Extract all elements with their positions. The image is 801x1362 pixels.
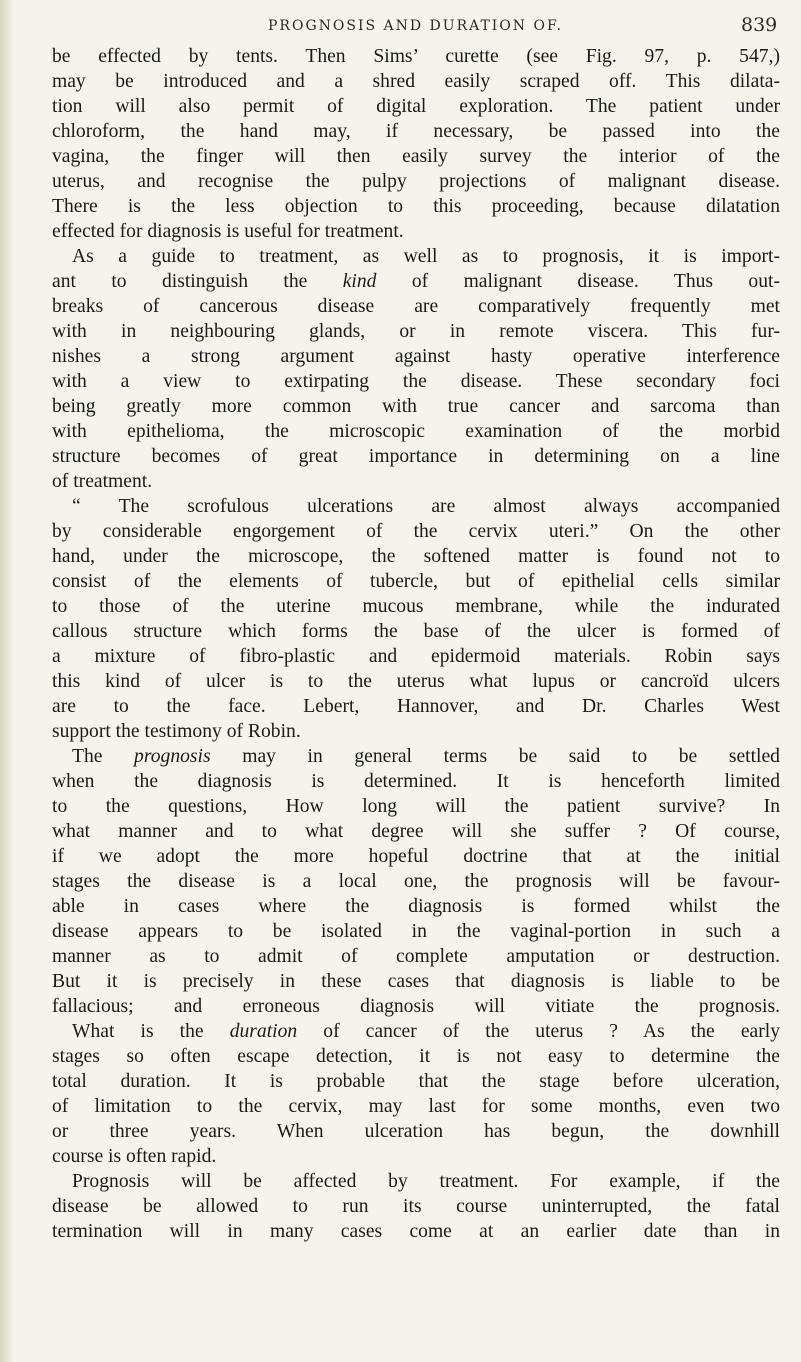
running-title: PROGNOSIS AND DURATION OF.	[268, 18, 563, 34]
text-line: uterus, and recognise the pulpy projections of malignant disease.	[52, 171, 780, 192]
text-line: be effected by tents. Then Sims’ curette (see Fig. 97, p. 547,)	[52, 46, 780, 67]
paragraph-start-line: Prognosis will be affected by treatment. For example, if the	[72, 1171, 780, 1192]
text-line: total duration. It is probable that the stage before ulceration,	[52, 1071, 780, 1092]
text-line: what manner and to what degree will she suffer ? Of course,	[52, 821, 780, 842]
text-line: with epithelioma, the microscopic examination of the morbid	[52, 421, 780, 442]
emphasis: duration	[229, 1021, 298, 1042]
text-line: of limitation to the cervix, may last for some months, even two	[52, 1096, 780, 1117]
text-line: a mixture of fibro-plastic and epidermoid materials. Robin says	[52, 646, 780, 667]
page-number: 839	[741, 14, 778, 36]
paragraph-start-line: As a guide to treatment, as well as to prognosis, it is import-	[72, 246, 780, 267]
text-line: able in cases where the diagnosis is formed whilst the	[52, 896, 780, 917]
text-line: effected for diagnosis is useful for treatment.	[52, 221, 404, 242]
text-line: breaks of cancerous disease are comparatively frequently met	[52, 296, 780, 317]
text-line: with in neighbouring glands, or in remote viscera. This fur-	[52, 321, 780, 342]
text-line: termination will in many cases come at an earlier date than in	[52, 1221, 780, 1242]
emphasis: prognosis	[134, 746, 211, 767]
text-line: vagina, the finger will then easily survey the interior of the	[52, 146, 780, 167]
text-line: There is the less objection to this proceeding, because dilatation	[52, 196, 780, 217]
paragraph-start-line: What is the duration of cancer of the uterus ? As the early	[72, 1021, 780, 1042]
text-line: stages so often escape detection, it is not easy to determine the	[52, 1046, 780, 1067]
text-line: by considerable engorgement of the cervix uteri.” On the other	[52, 521, 780, 542]
text-line: may be introduced and a shred easily scraped off. This dilata-	[52, 71, 780, 92]
paragraph-start-line: “ The scrofulous ulcerations are almost always accompanied	[72, 496, 780, 517]
text-line: consist of the elements of tubercle, but of epithelial cells similar	[52, 571, 780, 592]
text-line: chloroform, the hand may, if necessary, be passed into the	[52, 121, 780, 142]
text-line: fallacious; and erroneous diagnosis will vitiate the prognosis.	[52, 996, 780, 1017]
text-line: disease appears to be isolated in the vaginal-portion in such a	[52, 921, 780, 942]
text-line: nishes a strong argument against hasty operative interference	[52, 346, 780, 367]
page-gutter-shadow	[0, 0, 14, 1362]
text-line: with a view to extirpating the disease. These secondary foci	[52, 371, 780, 392]
text-line: manner as to admit of complete amputation or destruction.	[52, 946, 780, 967]
text-line: or three years. When ulceration has begun, the downhill	[52, 1121, 780, 1142]
text-line: disease be allowed to run its course uninterrupted, the fatal	[52, 1196, 780, 1217]
body-text	[52, 44, 780, 1244]
text-line: to the questions, How long will the patient survive? In	[52, 796, 780, 817]
text-line: structure becomes of great importance in determining on a line	[52, 446, 780, 467]
text-line: to those of the uterine mucous membrane, while the indurated	[52, 596, 780, 617]
emphasis: kind	[342, 271, 377, 292]
text-line: support the testimony of Robin.	[52, 721, 301, 742]
text-line: being greatly more common with true cancer and sarcoma than	[52, 396, 780, 417]
text-line: this kind of ulcer is to the uterus what lupus or cancroïd ulcers	[52, 671, 780, 692]
text-line: But it is precisely in these cases that diagnosis is liable to be	[52, 971, 780, 992]
text-line: if we adopt the more hopeful doctrine that at the initial	[52, 846, 780, 867]
text-line: callous structure which forms the base of the ulcer is formed of	[52, 621, 780, 642]
text-line: of treatment.	[52, 471, 153, 492]
text-line: tion will also permit of digital exploration. The patient under	[52, 96, 780, 117]
paragraph-start-line: The prognosis may in general terms be said to be settled	[72, 746, 780, 767]
text-line: when the diagnosis is determined. It is henceforth limited	[52, 771, 780, 792]
text-line: ant to distinguish the kind of malignant disease. Thus out-	[52, 271, 780, 292]
text-line: stages the disease is a local one, the prognosis will be favour-	[52, 871, 780, 892]
text-line: course is often rapid.	[52, 1146, 217, 1167]
text-line: hand, under the microscope, the softened matter is found not to	[52, 546, 780, 567]
text-line: are to the face. Lebert, Hannover, and Dr. Charles West	[52, 696, 780, 717]
